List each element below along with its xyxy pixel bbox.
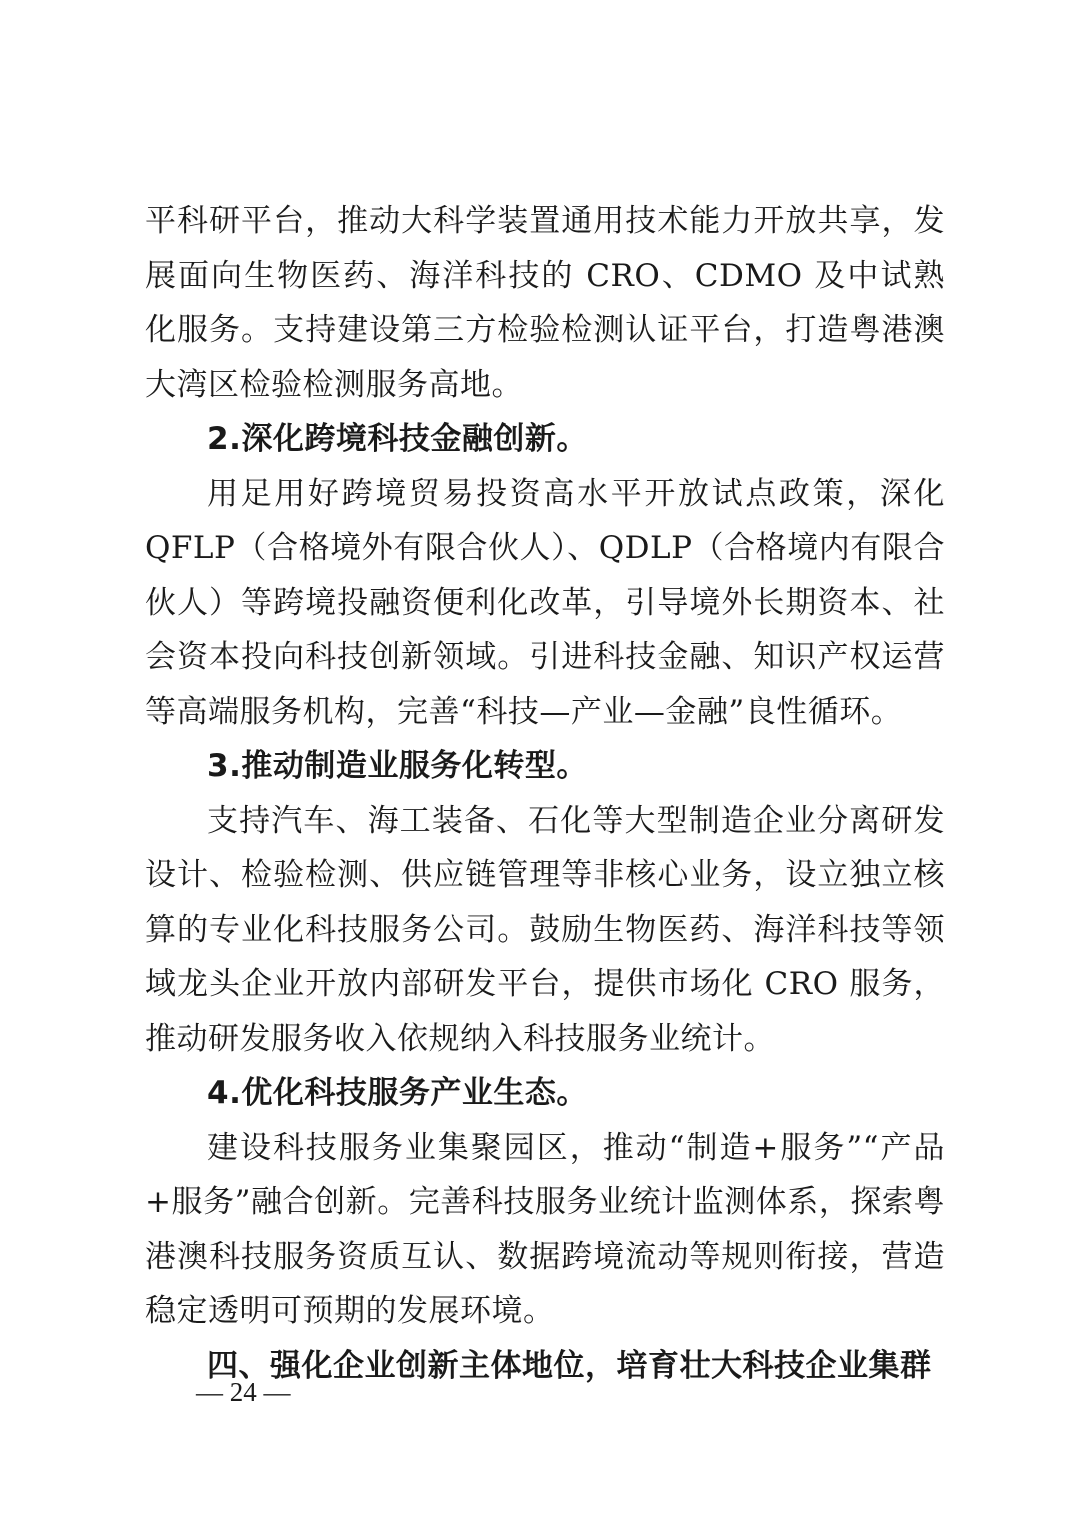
page-number: — 24 —: [196, 1377, 291, 1407]
subheading-industry-ecology: 4.优化科技服务产业生态。: [207, 1075, 588, 1111]
subheading-manufacturing-service: 3.推动制造业服务化转型。: [207, 748, 588, 784]
document-body: [145, 194, 945, 1393]
paragraph-industry-ecology: 建设科技服务业集聚园区，推动“制造+服务”“产品+服务”融合创新。完善科技服务业统计监测体系，探索粤港澳科技服务资质互认、数据跨境流动等规则衔接，营造稳定透明可预期的发展环境。: [145, 1129, 945, 1329]
section-title-enterprise-innovation: 四、强化企业创新主体地位，培育壮大科技企业集群: [207, 1347, 932, 1384]
paragraph-cross-border-finance: 用足用好跨境贸易投资高水平开放试点政策，深化 QFLP（合格境外有限合伙人）、QDLP（合格境内有限合伙人）等跨境投融资便利化改革，引导境外长期资本、社会资本投向科技创新领域。引进科技金融、知识产权运营等高端服务机构，完善“科技—产业—金融”良性循环。: [145, 475, 945, 730]
paragraph-continued: 平科研平台，推动大科学装置通用技术能力开放共享，发展面向生物医药、海洋科技的 CRO、CDMO 及中试熟化服务。支持建设第三方检验检测认证平台，打造粤港澳大湾区检验检测服务高地。: [145, 203, 945, 403]
subheading-cross-border-finance: 2.深化跨境科技金融创新。: [207, 421, 588, 457]
paragraph-manufacturing-service: 支持汽车、海工装备、石化等大型制造企业分离研发设计、检验检测、供应链管理等非核心业务，设立独立核算的专业化科技服务公司。鼓励生物医药、海洋科技等领域龙头企业开放内部研发平台，提供市场化 CRO 服务，推动研发服务收入依规纳入科技服务业统计。: [145, 802, 945, 1057]
